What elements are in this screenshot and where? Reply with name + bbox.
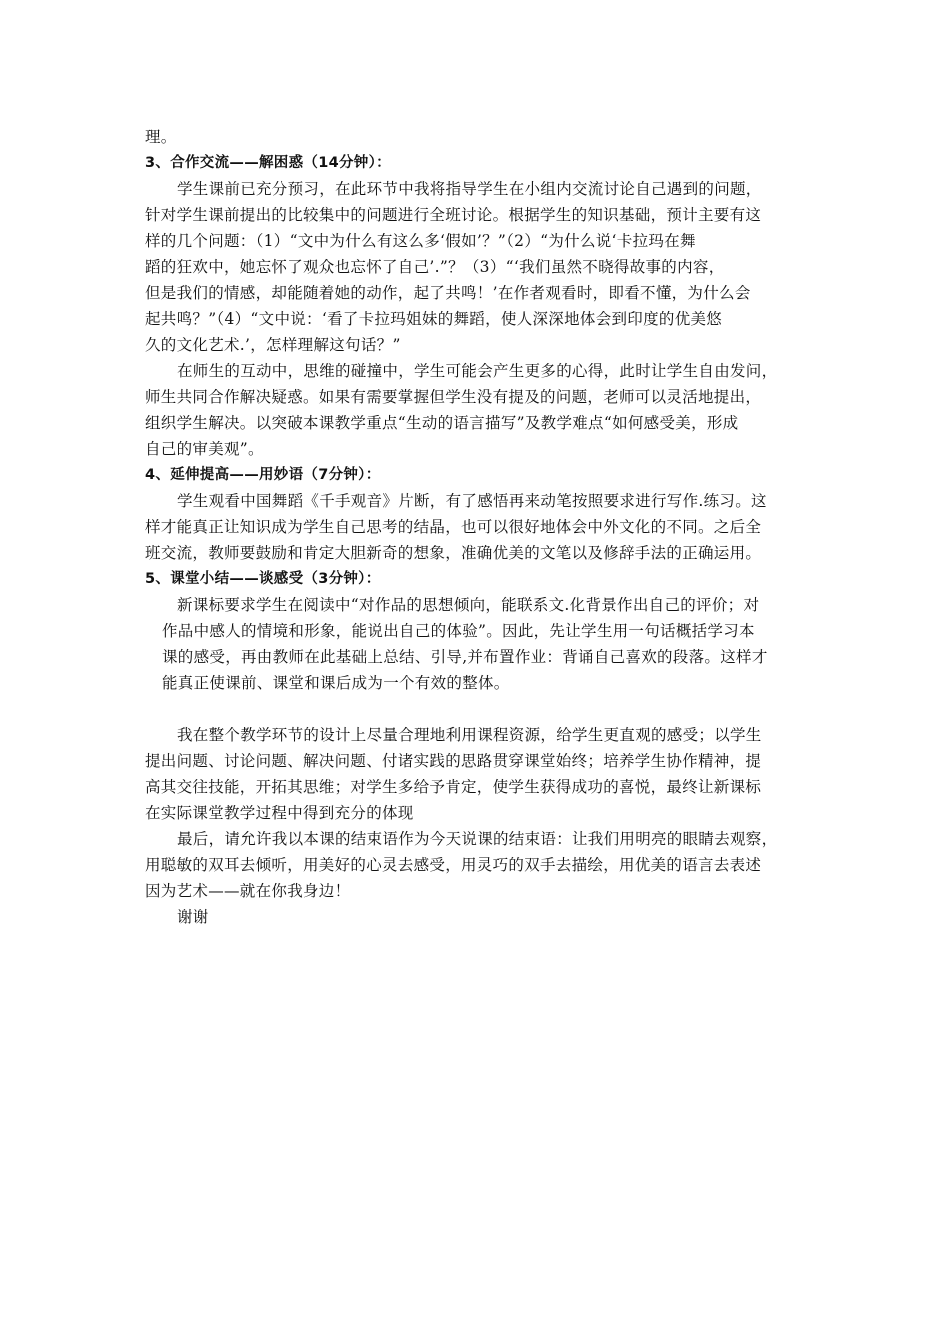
paragraph-line: 班交流，教师要鼓励和肯定大胆新奇的想象，准确优美的文笔以及修辞手法的正确运用。 — [145, 544, 762, 562]
paragraph-line: 学生课前已充分预习，在此环节中我将指导学生在小组内交流讨论自己遇到的问题， — [177, 180, 762, 198]
section-heading-4: 4、延伸提高——用妙语（7分钟）： — [145, 467, 381, 483]
paragraph-line: 组织学生解决。以突破本课教学重点“生动的语言描写”及教学难点“如何感受美，形成 — [145, 414, 739, 432]
section-heading-5: 5、课堂小结——谈感受（3分钟）： — [145, 571, 381, 587]
paragraph-line: 师生共同合作解决疑惑。如果有需要掌握但学生没有提及的问题，老师可以灵活地提出， — [145, 388, 762, 406]
paragraph-line: 起共鸣？”（4）“文中说：‘看了卡拉玛姐妹的舞蹈，使人深深地体会到印度的优美悠 — [145, 310, 723, 328]
text-line: 理。 — [145, 128, 177, 146]
paragraph-line: 蹈的狂欢中，她忘怀了观众也忘怀了自己’.”？（3）“‘我们虽然不晓得故事的内容， — [145, 258, 725, 276]
paragraph-line: 最后，请允许我以本课的结束语作为今天说课的结束语：让我们用明亮的眼睛去观察， — [177, 830, 778, 848]
paragraph-line: 但是我们的情感，却能随着她的动作，起了共鸣！’在作者观看时，即看不懂，为什么会 — [145, 284, 751, 302]
paragraph-line: 我在整个教学环节的设计上尽量合理地利用课程资源，给学生更直观的感受；以学生 — [177, 726, 762, 744]
paragraph-line: 高其交往技能，开拓其思维；对学生多给予肯定，使学生获得成功的喜悦，最终让新课标 — [145, 778, 762, 796]
paragraph-line: 在师生的互动中，思维的碰撞中，学生可能会产生更多的心得，此时让学生自由发问， — [177, 362, 778, 380]
paragraph-line: 用聪敏的双耳去倾听，用美好的心灵去感受，用灵巧的双手去描绘，用优美的语言去表述 — [145, 856, 762, 874]
paragraph-line: 能真正使课前、课堂和课后成为一个有效的整体。 — [162, 674, 510, 692]
paragraph-line: 针对学生课前提出的比较集中的问题进行全班讨论。根据学生的知识基础，预计主要有这 — [145, 206, 762, 224]
paragraph-line: 新课标要求学生在阅读中“对作品的思想倾向，能联系文.化背景作出自己的评价；对 — [177, 596, 760, 614]
paragraph-line: 自己的审美观”。 — [145, 440, 264, 458]
paragraph-line: 提出问题、讨论问题、解决问题、付诸实践的思路贯穿课堂始终；培养学生协作精神，提 — [145, 752, 762, 770]
paragraph-line: 学生观看中国舞蹈《千手观音》片断，有了感悟再来动笔按照要求进行写作.练习。这 — [177, 492, 767, 510]
paragraph-line: 课的感受，再由教师在此基础上总结、引导,并布置作业：背诵自己喜欢的段落。这样才 — [162, 648, 768, 666]
section-heading-3: 3、合作交流——解困惑（14分钟）： — [145, 155, 391, 171]
paragraph-line: 在实际课堂教学过程中得到充分的体现 — [145, 804, 414, 822]
paragraph-line: 作品中感人的情境和形象，能说出自己的体验”。因此，先让学生用一句话概括学习本 — [162, 622, 755, 640]
paragraph-line: 样才能真正让知识成为学生自己思考的结晶，也可以很好地体会中外文化的不同。之后全 — [145, 518, 762, 536]
paragraph-line: 样的几个问题：（1）“文中为什么有这么多‘假如’？”（2）“为什么说‘卡拉玛在舞 — [145, 232, 696, 250]
paragraph-line: 久的文化艺术.’，怎样理解这句话？” — [145, 336, 401, 354]
paragraph-line: 因为艺术——就在你我身边！ — [145, 882, 351, 900]
closing-thanks: 谢谢 — [177, 908, 209, 926]
